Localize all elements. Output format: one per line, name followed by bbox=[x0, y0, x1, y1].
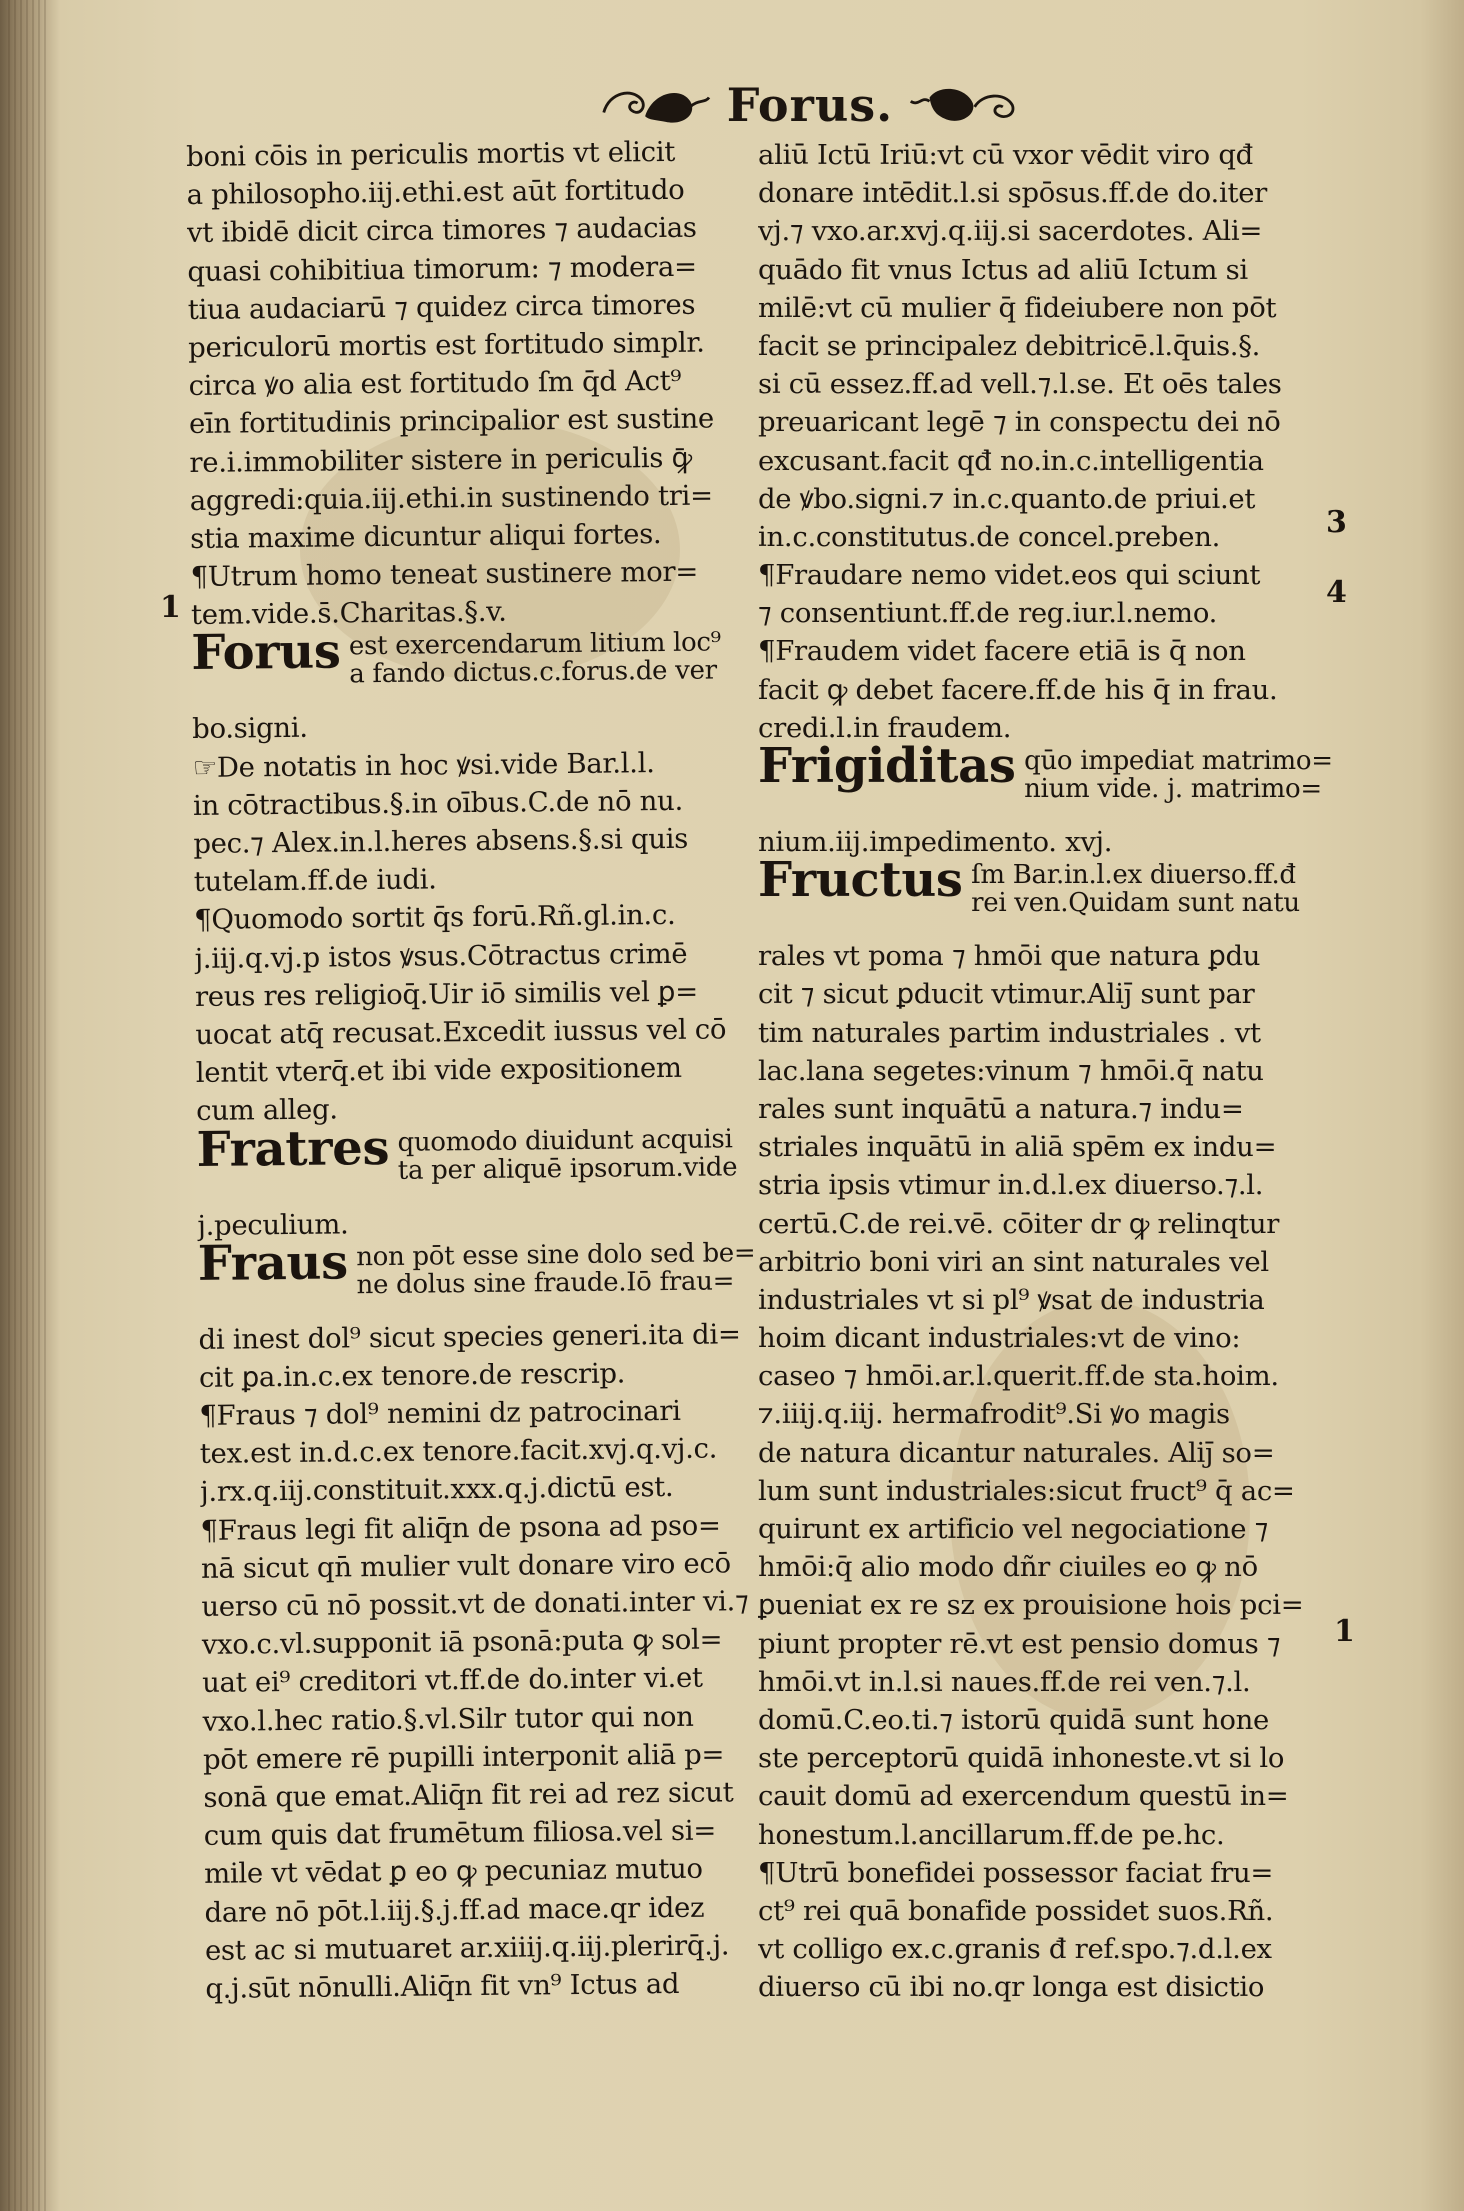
text-line: dare nō pōt.l.iij.§.j.ff.ad mace.qr idez bbox=[204, 1891, 705, 1929]
text-line: vt colligo ex.c.granis đ ref.spo.⁊.d.l.ex bbox=[758, 1933, 1272, 1966]
text-line: tex.est in.d.c.ex tenore.facit.xvj.q.vj.c. bbox=[199, 1432, 718, 1471]
text-line: uerso cū nō possit.vt de donati.inter vi.⁊ bbox=[201, 1585, 749, 1623]
lemma-head: Fratres bbox=[196, 1119, 390, 1178]
text-line: in cōtractibus.§.in oībus.C.de nō nu. bbox=[192, 784, 684, 822]
lemma-gloss-line: nium vide. j. matrimo= bbox=[1024, 774, 1322, 804]
lemma-entry-fratres bbox=[196, 1119, 757, 1207]
text-line: vj.⁊ vxo.ar.xvj.q.iij.si sacerdotes. Ali= bbox=[758, 215, 1263, 248]
text-line: stria ipsis vtimur in.d.l.ex diuerso.⁊.l. bbox=[758, 1169, 1264, 1202]
text-line: cit ⁊ sicut ꝑducit vtimur.Aliȷ̄ sunt par bbox=[758, 978, 1255, 1011]
text-line: nā sicut qn̄ mulier vult donare viro ecō bbox=[200, 1547, 731, 1585]
lemma-entry-fraus bbox=[197, 1234, 759, 1321]
lemma-gloss-line: qūo impediat matrimo= bbox=[1024, 746, 1333, 776]
left-text-column bbox=[186, 132, 766, 2008]
text-line: lentit vterq̄.et ibi vide expositionem bbox=[195, 1051, 682, 1090]
text-line: quirunt ex artificio vel negociatione ⁊ bbox=[758, 1513, 1269, 1545]
margin-mark: 1 bbox=[160, 590, 181, 625]
text-line: vt ibidē dicit circa timores ⁊ audacias bbox=[186, 212, 697, 250]
text-line: pec.⁊ Alex.in.l.heres absens.§.si quis bbox=[193, 822, 689, 860]
lemma-entry-forus bbox=[191, 623, 752, 711]
text-line: ¶Fraudem videt facere etiā is q̄ non bbox=[758, 635, 1246, 668]
text-line: certū.C.de rei.vē. cōiter dr ꝙ relinqtur bbox=[758, 1207, 1280, 1240]
lemma-head: Forus bbox=[191, 623, 341, 682]
text-line: vxo.c.vl.supponit iā psonā:puta ꝙ sol= bbox=[201, 1623, 723, 1662]
text-line: q.j.sūt nōnulli.Aliq̄n fit vn⁹ Ictus ad bbox=[205, 1967, 680, 2005]
text-line: diuerso cū ibi no.qr longa est disictio bbox=[758, 1971, 1265, 2004]
lemma-gloss-line: rei ven.Quidam sunt natu bbox=[971, 888, 1300, 919]
text-line: ct⁹ rei quā bonafide possidet suos.Rñ. bbox=[758, 1894, 1274, 1927]
text-line: cit ꝑa.in.c.ex tenore.de rescrip. bbox=[198, 1357, 626, 1394]
text-line: periculorū mortis est fortitudo simplr. bbox=[188, 326, 705, 364]
text-line: piunt propter rē.vt est pensio domus ⁊ bbox=[758, 1627, 1281, 1660]
lemma-gloss-line: quomodo diuidunt acquisi bbox=[397, 1123, 733, 1158]
text-line: quādo fit vnus Ictus ad aliū Ictum si bbox=[758, 253, 1248, 286]
text-line: tiua audaciarū ⁊ quidez circa timores bbox=[187, 288, 696, 326]
lemma-head: Frigiditas bbox=[758, 738, 1016, 794]
text-line: boni cōis in periculis mortis vt elicit bbox=[186, 135, 676, 173]
text-line: cauit domū ad exercendum questū in= bbox=[758, 1780, 1289, 1813]
text-line: aliū Ictū Iriū:vt cū vxor vēdit viro qđ bbox=[758, 139, 1253, 171]
text-line: ⁊.iiij.q.iij. hermafrodit⁹.Si ꝟo magis bbox=[758, 1398, 1230, 1431]
text-line: facit ꝙ debet facere.ff.de his q̄ in frau. bbox=[758, 673, 1278, 706]
text-line: re.i.immobiliter sistere in periculis ꝙ̄ bbox=[189, 441, 693, 479]
text-line: cum quis dat frumētum filiosa.vel si= bbox=[203, 1814, 717, 1853]
running-head-title: Forus. bbox=[726, 78, 894, 132]
lemma-gloss-line: ſm Bar.in.l.ex diuerso.ff.đ bbox=[971, 860, 1296, 891]
lemma-gloss bbox=[356, 1239, 756, 1299]
text-line: j.peculium. bbox=[197, 1207, 349, 1242]
text-line: si cū essez.ff.ad vell.⁊.l.se. Et oēs tales bbox=[758, 368, 1282, 401]
text-line: preuaricant legē ⁊ in conspectu dei nō bbox=[758, 406, 1281, 439]
text-line: excusant.facit qđ no.in.c.intelligentia bbox=[758, 444, 1264, 477]
running-header bbox=[600, 70, 1020, 140]
text-line: pōt emere rē pupilli interponit aliā p= bbox=[202, 1738, 725, 1776]
lemma-entry-fructus bbox=[758, 852, 1318, 937]
lemma-gloss bbox=[349, 629, 721, 689]
text-line: industriales vt si pl⁹ ꝟsat de industria bbox=[758, 1283, 1265, 1316]
margin-mark: 1 bbox=[1334, 1614, 1355, 1649]
lemma-gloss-line: non pōt esse sine dolo sed be= bbox=[356, 1237, 756, 1272]
lemma-gloss-line: est exercendarum litium loc⁹ bbox=[348, 627, 721, 662]
text-line: tim naturales partim industriales . vt bbox=[758, 1016, 1261, 1049]
text-line: caseo ⁊ hmōi.ar.l.querit.ff.de sta.hoim. bbox=[758, 1360, 1279, 1393]
margin-mark: 3 bbox=[1326, 505, 1347, 540]
text-line: ¶Quomodo sortit q̄s forū.Rñ.gl.in.c. bbox=[194, 899, 676, 937]
text-line: bo.signi. bbox=[192, 712, 308, 746]
text-line: de ꝟbo.signi.⁊ in.c.quanto.de priui.et bbox=[758, 482, 1256, 515]
text-line: circa ꝟo alia est fortitudo ſm q̄d Act⁹ bbox=[188, 364, 682, 403]
text-line: uocat atq̄ recusat.Excedit iussus vel cō bbox=[195, 1013, 727, 1051]
text-line: lum sunt industriales:sicut fruct⁹ q̄ ac= bbox=[758, 1474, 1295, 1507]
text-line: di inest dol⁹ sicut species generi.ita di= bbox=[198, 1317, 741, 1356]
text-line: eīn fortitudinis principalior est sustine bbox=[188, 402, 715, 441]
text-line: j.rx.q.iij.constituit.xxx.q.j.dictū est. bbox=[200, 1471, 674, 1509]
text-line: arbitrio boni viri an sint naturales vel bbox=[758, 1245, 1269, 1278]
text-line: de natura dicantur naturales. Aliȷ̄ so= bbox=[758, 1436, 1275, 1469]
left-fleuron-ornament-icon bbox=[600, 77, 713, 133]
text-line: milē:vt cū mulier q̄ fideiubere non pōt bbox=[758, 291, 1277, 324]
text-line: credi.l.in fraudem. bbox=[758, 711, 1012, 744]
text-line: ꝑueniat ex re sz ex prouisione hois pci= bbox=[758, 1589, 1304, 1622]
text-line: est ac si mutuaret ar.xiiij.q.iij.plerirq̄.j. bbox=[204, 1929, 730, 1967]
text-line: j.iij.q.vj.p istos ꝟsus.Cōtractus crimē bbox=[194, 937, 688, 975]
text-line: ste perceptorū quidā inhoneste.vt si lo bbox=[758, 1742, 1285, 1775]
lemma-gloss bbox=[397, 1125, 737, 1185]
lemma-gloss-line: ne dolus sine fraude.Iō frau= bbox=[356, 1266, 735, 1300]
text-line: domū.C.eo.ti.⁊ istorū quidā sunt hone bbox=[758, 1703, 1270, 1736]
text-line: cum alleg. bbox=[196, 1093, 338, 1128]
text-line: a philosopho.iij.ethi.est aūt fortitudo bbox=[186, 173, 685, 212]
text-line: donare intēdit.l.si spōsus.ff.de do.iter bbox=[758, 177, 1268, 210]
lemma-gloss-line: a fando dictus.c.forus.de ver bbox=[349, 655, 717, 690]
right-text-column bbox=[758, 136, 1333, 2006]
text-line: ¶Fraudare nemo videt.eos qui sciunt bbox=[758, 559, 1261, 592]
text-line: aggredi:quia.iij.ethi.in sustinendo tri= bbox=[189, 479, 713, 517]
text-line: ¶Fraus ⁊ dol⁹ nemini dz patrocinari bbox=[199, 1394, 681, 1432]
text-line: rales vt poma ⁊ hmōi que natura ꝑdu bbox=[758, 940, 1261, 973]
text-line: ⁊ consentiunt.ff.de reg.iur.l.nemo. bbox=[758, 597, 1218, 630]
text-line: vxo.l.hec ratio.§.vl.Silr tutor qui non bbox=[202, 1700, 694, 1738]
text-line: honestum.l.ancillarum.ff.de pe.hc. bbox=[758, 1818, 1225, 1851]
text-line: ¶Utrum homo teneat sustinere mor= bbox=[190, 555, 699, 594]
text-line: hoim dicant industriales:vt de vino: bbox=[758, 1322, 1241, 1355]
text-line: stia maxime dicuntur aliqui fortes. bbox=[190, 517, 662, 555]
text-line: tem.vide.s̄.Charitas.§.v. bbox=[190, 595, 507, 632]
text-line: rales sunt inquātū a natura.⁊ indu= bbox=[758, 1092, 1244, 1125]
text-line: ¶Utrū bonefidei possessor faciat fru= bbox=[758, 1856, 1274, 1889]
lemma-gloss bbox=[971, 861, 1300, 917]
text-line: striales inquātū in aliā spēm ex indu= bbox=[758, 1131, 1277, 1164]
lemma-entry-frigiditas bbox=[758, 738, 1333, 823]
text-line: in.c.constitutus.de concel.preben. bbox=[758, 520, 1221, 553]
lemma-head: Fructus bbox=[758, 852, 963, 909]
text-line: mile vt vēdat ꝑ eo ꝙ pecuniaz mutuo bbox=[204, 1852, 703, 1891]
margin-mark: 4 bbox=[1326, 575, 1347, 610]
lemma-gloss-line: ta per aliquē ipsorum.vide bbox=[397, 1151, 738, 1186]
text-line: reus res religioq̄.Uir iō similis vel ꝑ= bbox=[194, 975, 699, 1013]
text-line: tutelam.ff.de iudi. bbox=[193, 863, 437, 899]
book-gutter bbox=[8, 0, 48, 2211]
text-line: ☞De notatis in hoc ꝟsi.vide Bar.l.l. bbox=[192, 746, 655, 784]
text-line: hmōi.vt in.l.si naues.ff.de rei ven.⁊.l. bbox=[758, 1665, 1251, 1698]
text-line: uat ei⁹ creditori vt.ff.de do.inter vi.et bbox=[202, 1662, 703, 1700]
text-line: quasi cohibitiua timorum: ⁊ modera= bbox=[187, 250, 697, 288]
text-line: ¶Fraus legi fit aliq̄n de psona ad pso= bbox=[200, 1509, 721, 1547]
text-line: facit se principalez debitricē.l.q̄uis.§. bbox=[758, 329, 1261, 362]
right-fleuron-ornament-icon bbox=[907, 77, 1020, 133]
text-line: nium.iij.impedimento. xvj. bbox=[758, 826, 1113, 858]
lemma-head: Fraus bbox=[197, 1234, 349, 1292]
text-line: hmōi:q̄ alio modo dñr ciuiles eo ꝙ nō bbox=[758, 1551, 1258, 1584]
text-line: lac.lana segetes:vinum ⁊ hmōi.q̄ natu bbox=[758, 1054, 1264, 1087]
text-line: sonā que emat.Aliq̄n fit rei ad rez sicut bbox=[203, 1776, 734, 1814]
lemma-gloss bbox=[1024, 747, 1333, 803]
